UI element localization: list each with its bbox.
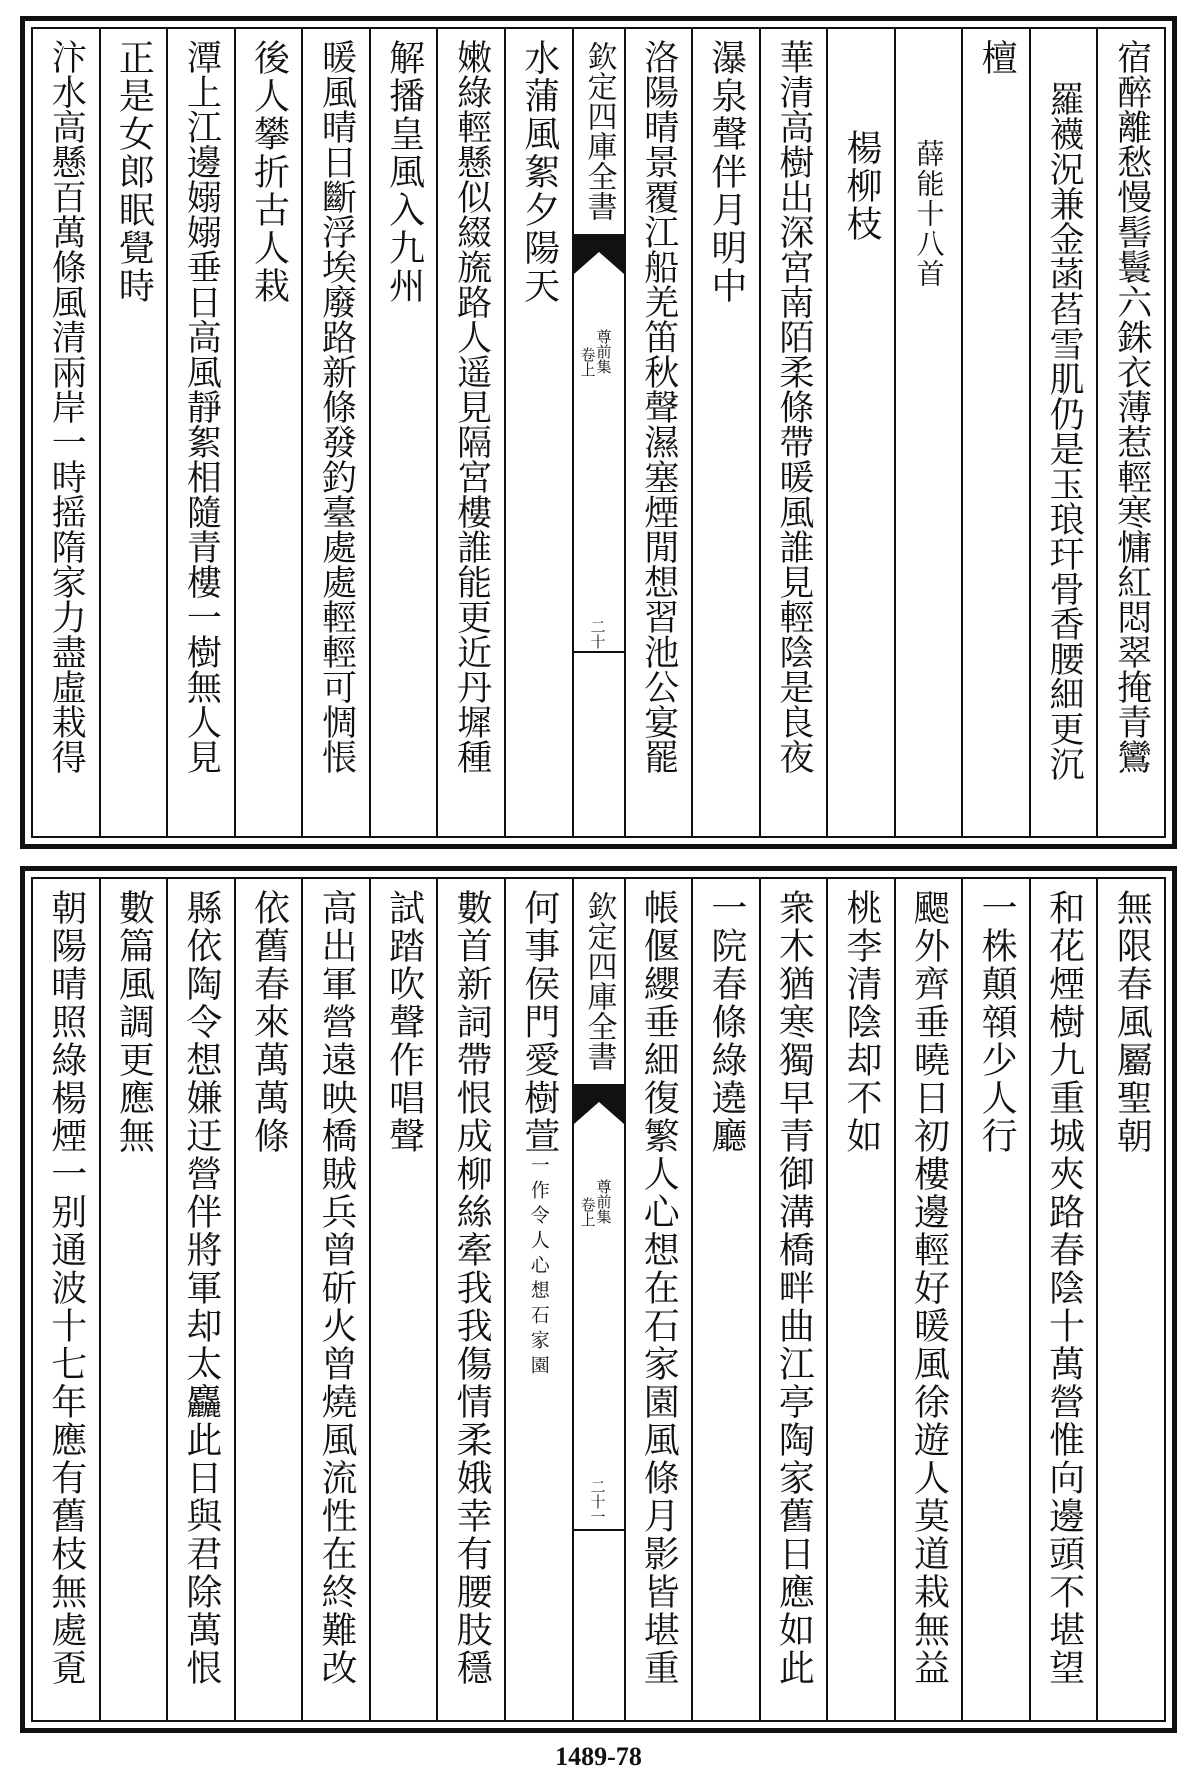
volume-label: 卷上 <box>578 347 597 377</box>
poem-title: 楊柳枝 <box>840 129 882 243</box>
bottom-page-block <box>20 866 1177 1733</box>
verse-line: 朝陽晴照綠楊煙一别通波十七年應有舊枝無處覔 <box>45 889 87 1687</box>
text-column <box>99 879 167 1720</box>
text-column <box>166 879 234 1720</box>
verse-line: 宿醉離愁慢髻鬟六銖衣薄惹輕寒慵紅悶翠掩青鸞 <box>1111 39 1152 774</box>
text-column <box>1096 879 1164 1720</box>
text-column <box>369 879 437 1720</box>
text-column <box>691 879 759 1720</box>
text-column <box>894 879 962 1720</box>
fish-tail-icon <box>574 234 624 274</box>
text-column <box>826 29 894 836</box>
verse-line: 嫩綠輕懸似綴旒路人遥見隔宮樓誰能更近丹墀種 <box>451 39 492 774</box>
verse-line: 潭上江邊嫋嫋垂日高風靜絮相隨青樓一樹無人見 <box>181 39 222 774</box>
verse-line: 洛陽晴景覆江船羌笛秋聲濕塞煙閒想習池公宴罷 <box>638 39 679 774</box>
leaf-number: 二十一 <box>588 1479 607 1524</box>
verse-line: 衆木猶寒獨早青御溝橋畔曲江亭陶家舊日應如此 <box>773 889 815 1687</box>
leaf-divider <box>574 651 624 653</box>
verse-line: 帳偃纓垂細復繁人心想在石家園風條月影皆堪重 <box>638 889 680 1687</box>
text-column <box>1029 29 1097 836</box>
verse-line: 數首新詞帶恨成柳絲牽我我傷情柔娥幸有腰肢穩 <box>451 889 493 1687</box>
text-column <box>301 29 369 836</box>
fish-tail-icon <box>574 1084 624 1124</box>
verse-line: 何事侯門愛樹萱 <box>518 889 560 1155</box>
text-column <box>504 29 572 836</box>
leaf-number: 二十 <box>588 619 607 649</box>
variant-note: 一作令人心想石家園 <box>527 1155 550 1380</box>
verse-line: 檀 <box>976 39 1018 77</box>
verse-line: 瀑泉聲伴月明中 <box>705 39 747 305</box>
text-column <box>759 879 827 1720</box>
verse-line: 高出軍營遠映橋賊兵曾斫火曾燒風流性在終難改 <box>316 889 358 1687</box>
center-margin <box>572 29 624 836</box>
text-column <box>624 29 692 836</box>
verse-line: 正是女郎眠覺時 <box>113 39 155 305</box>
text-column <box>234 879 302 1720</box>
text-column <box>301 879 369 1720</box>
text-column <box>369 29 437 836</box>
text-column <box>99 29 167 836</box>
verse-line: 羅襪況兼金菡萏雪肌仍是玉琅玕骨香腰細更沉 <box>1044 81 1085 781</box>
text-column <box>436 29 504 836</box>
text-column <box>624 879 692 1720</box>
volume-label: 卷上 <box>578 1197 597 1227</box>
verse-line-with-note <box>518 889 560 1380</box>
text-column <box>1029 879 1097 1720</box>
page-number-footer: 1489-78 <box>555 1742 642 1771</box>
verse-line: 試踏吹聲作唱聲 <box>383 889 425 1155</box>
text-column <box>234 29 302 836</box>
book-title: 尊前集 <box>594 329 613 374</box>
verse-line: 後人攀折古人栽 <box>248 39 290 305</box>
verse-line: 桃李清陰却不如 <box>840 889 882 1155</box>
text-column <box>826 879 894 1720</box>
verse-line: 數篇風調更應無 <box>113 889 155 1155</box>
verse-line: 一株顛顇少人行 <box>976 889 1018 1155</box>
verse-line: 暖風晴日斷浮埃廢路新條發釣臺處處輕輕可惆悵 <box>316 39 357 774</box>
leaf-divider <box>574 1529 624 1531</box>
verse-line: 華清高樹出深宮南陌柔條帶暖風誰見輕陰是良夜 <box>773 39 814 774</box>
text-column <box>961 879 1029 1720</box>
verse-line: 一院春條綠遶廳 <box>705 889 747 1155</box>
center-title: 欽定四庫全書 <box>581 41 617 221</box>
verse-line: 無限春風屬聖朝 <box>1111 889 1153 1155</box>
text-column <box>436 879 504 1720</box>
book-title: 尊前集 <box>594 1179 613 1224</box>
text-column <box>961 29 1029 836</box>
center-margin <box>572 879 624 1720</box>
verse-line: 水蒲風絮夕陽天 <box>518 39 560 305</box>
verse-line: 依舊春來萬萬條 <box>248 889 290 1155</box>
text-column <box>894 29 962 836</box>
text-column <box>33 879 99 1720</box>
text-column <box>166 29 234 836</box>
verse-line: 和花煙樹九重城夾路春陰十萬營惟向邊頭不堪望 <box>1043 889 1085 1687</box>
verse-line: 汴水高懸百萬條風清兩岸一時摇隋家力盡虛栽得 <box>46 39 87 774</box>
author-heading: 薛能十八首 <box>912 139 946 289</box>
top-page-block <box>20 16 1177 849</box>
center-title: 欽定四庫全書 <box>581 891 617 1071</box>
text-column <box>759 29 827 836</box>
verse-line: 解播皇風入九州 <box>383 39 425 305</box>
verse-line: 縣依陶令想嫌迂營伴將軍却太麤此日與君除萬恨 <box>180 889 222 1687</box>
text-column <box>504 879 572 1720</box>
text-column <box>691 29 759 836</box>
verse-line: 颸外齊垂曉日初樓邊輕好暖風徐遊人莫道栽無益 <box>908 889 950 1687</box>
text-column <box>33 29 99 836</box>
text-column <box>1096 29 1164 836</box>
